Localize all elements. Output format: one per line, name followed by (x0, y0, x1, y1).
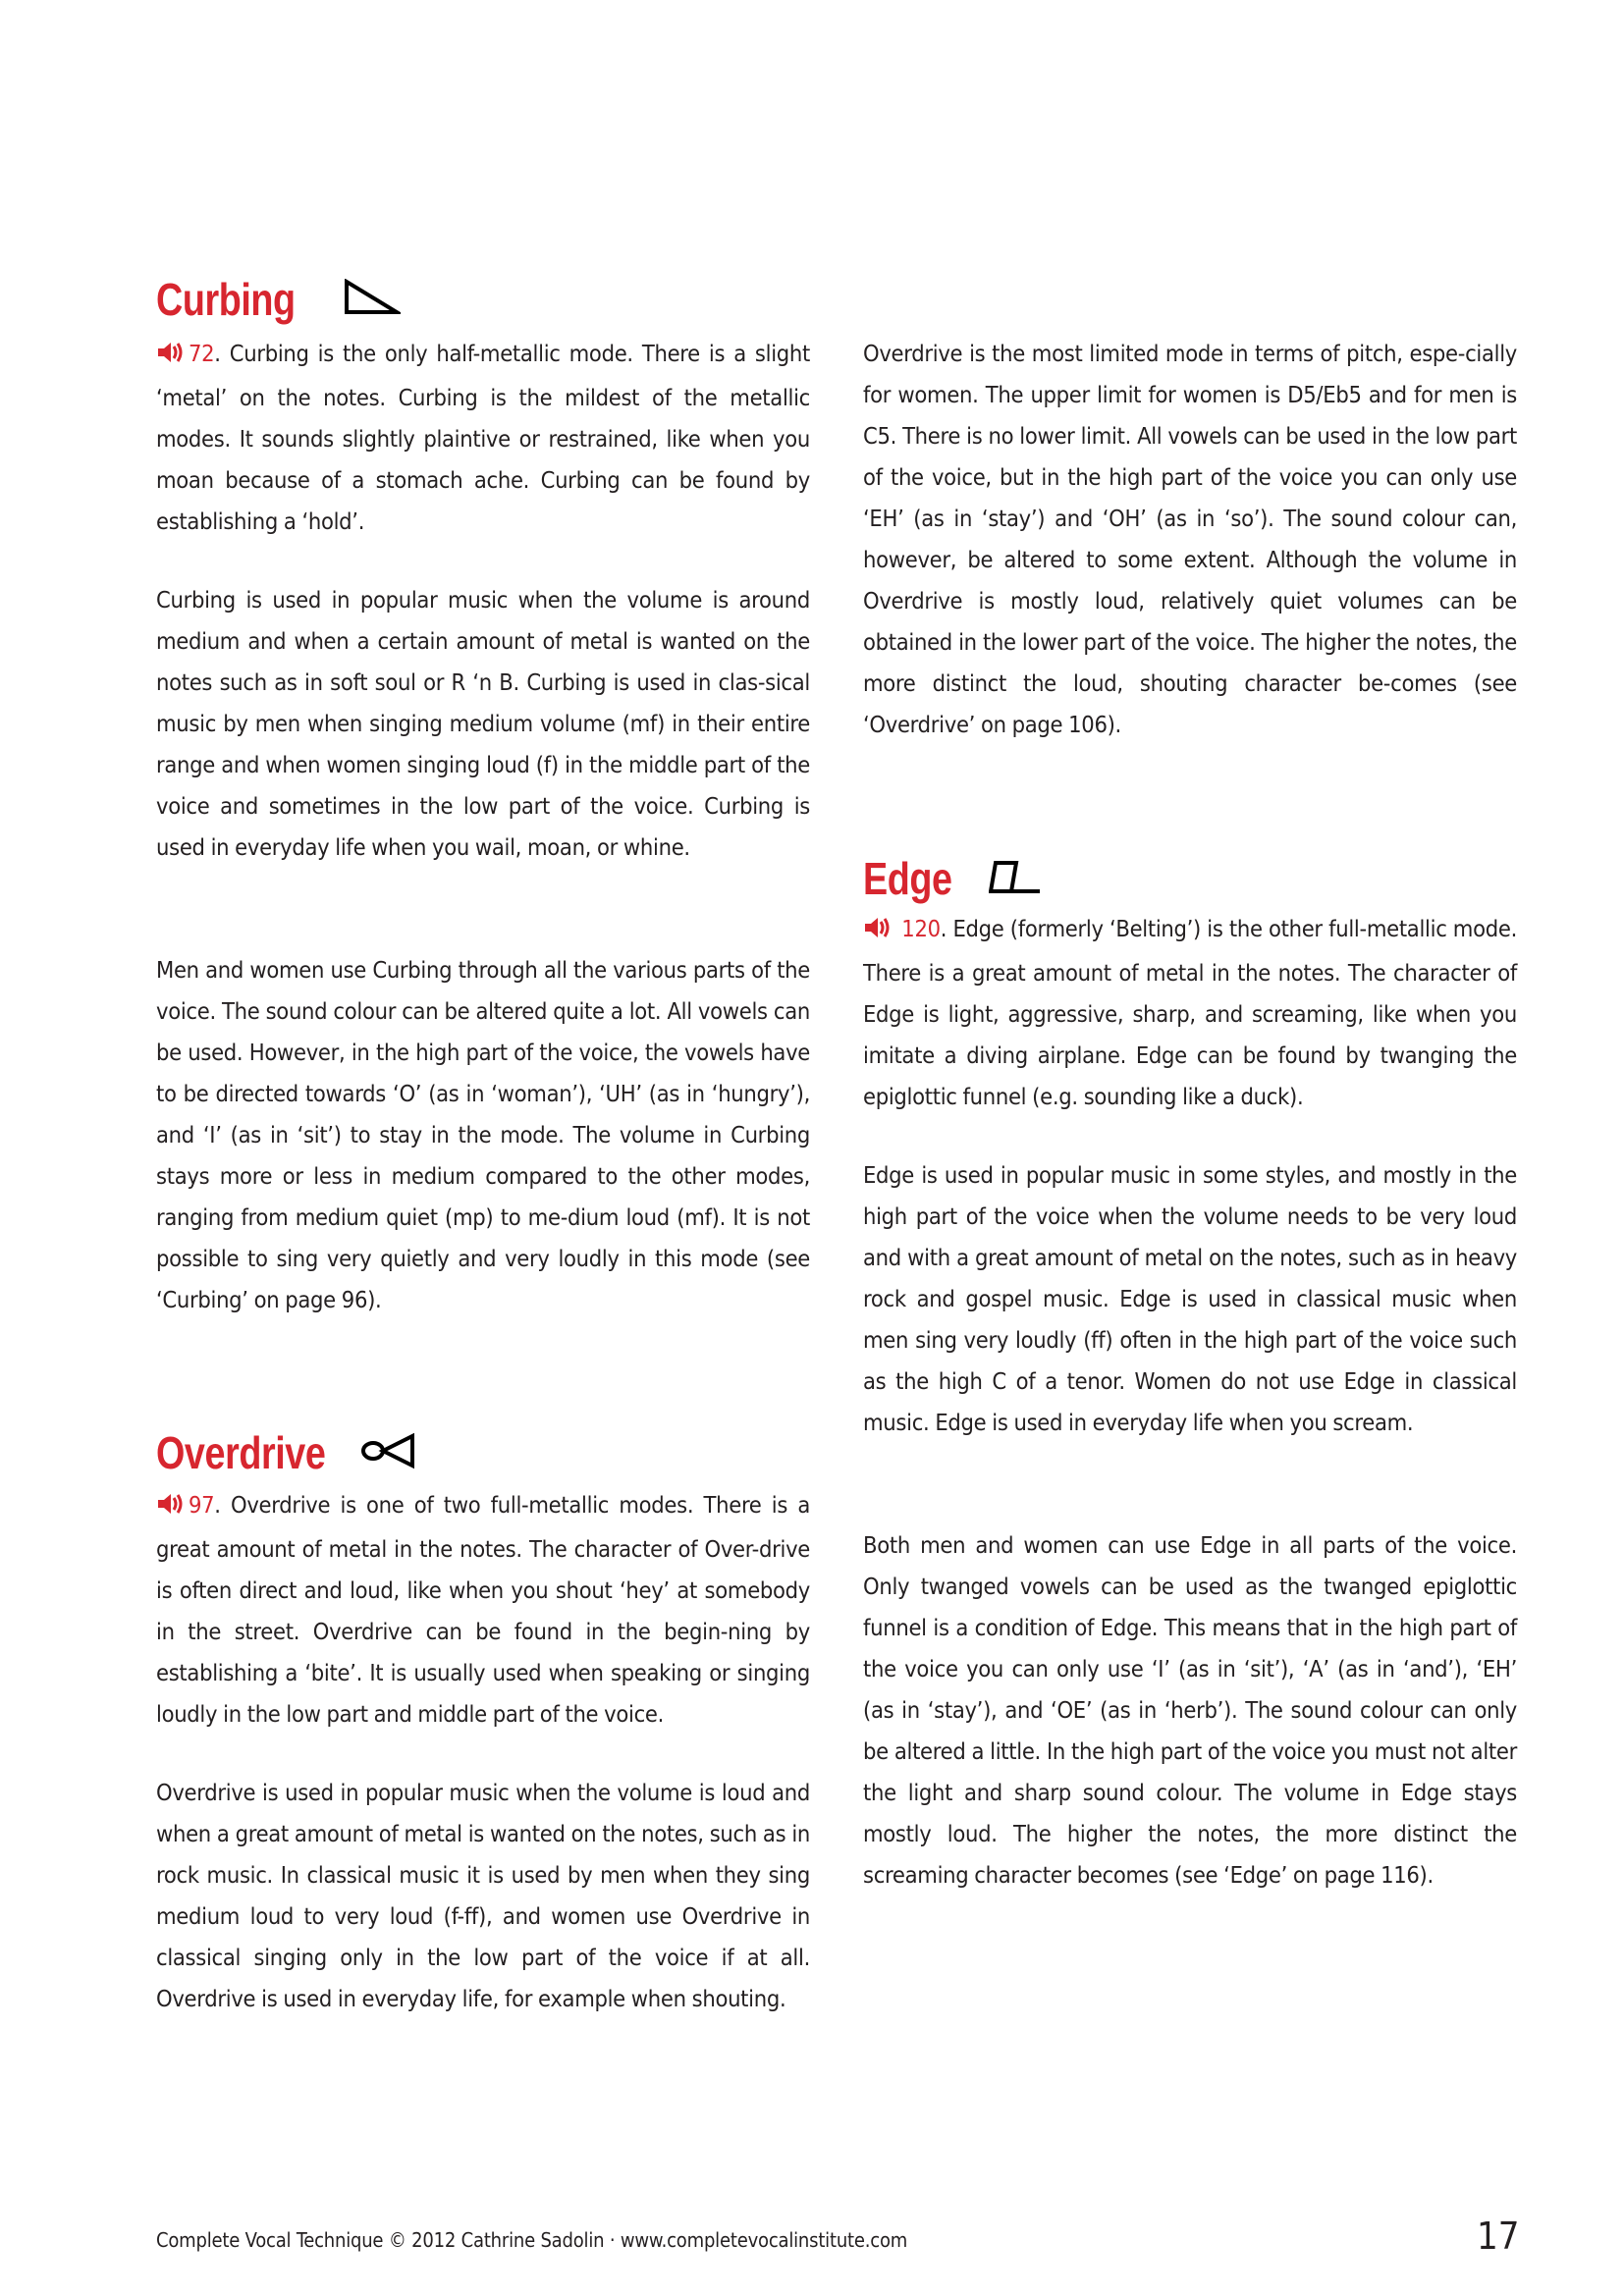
audio-track-number[interactable]: 97 (189, 1491, 215, 1519)
page-footer: Complete Vocal Technique © 2012 Cathrine Sadolin · www.completevocalinstitute.com (156, 2228, 908, 2252)
page-number: 17 (1477, 2215, 1520, 2258)
edge-paragraph-2: Edge is used in popular music in some styles, and mostly in the high part of the voice when the volume needs to be very loud and with a great amount of metal on the notes, such as in heavy rock and gospel music. Edge is used in classical music when men sing very loudly (ff) often in the high part of the voice such as the high C of a tenor. Women do not use Edge in classical music. Edge is used in everyday life when you scream. (863, 1161, 1517, 1436)
edge-paragraph-1: 120. Edge (formerly ‘Belting’) is the other full-metallic mode. There is a great amount of metal in the notes. The character of Edge is light, aggressive, sharp, and screaming, like when you imitate a diving airplane. Edge can be found by twanging the epiglottic funnel (e.g. sounding like a duck). (863, 908, 1517, 1117)
speaker-icon[interactable] (156, 1487, 186, 1528)
paragraph-text: Edge (formerly ‘Belting’) is the other full-metallic mode. There is a great amount of metal in the notes. The character of Edge is light, aggressive, sharp, and screaming, like when you imitate a diving airplane. Edge can be found by twanging the epiglottic funnel (e.g. sounding like a duck). (863, 915, 1517, 1110)
edge-paragraph-3: Both men and women can use Edge in all parts of the voice. Only twanged vowels can be used as the twanged epiglottic funnel is a condition of Edge. This means that in the high part of the voice you can only use ‘I’ (as in ‘sit’), ‘A’ (as in ‘and’), ‘EH’ (as in ‘stay’), and ‘OE’ (as in ‘herb’). The sound colour can only be altered a little. In the high part of the voice you must not alter the light and sharp sound colour. The volume in Edge stays mostly loud. The higher the notes, the more distinct the screaming character becomes (see ‘Edge’ on page 116). (863, 1531, 1517, 1889)
overdrive-heading (156, 1428, 419, 1477)
audio-track-number[interactable]: 120 (901, 915, 941, 942)
right-triangle-icon (344, 279, 401, 316)
curbing-paragraph-1: 72. Curbing is the only half-metallic mode. There is a slight ‘metal’ on the notes. Curbing is the mildest of the metallic modes. It sounds slightly plaintive or restrained, like when you moan because of a stomach ache. Curbing can be found by establishing a ‘hold’. (156, 333, 810, 542)
audio-track-number[interactable]: 72 (189, 340, 215, 367)
curbing-paragraph-2: Curbing is used in popular music when the volume is around medium and when a certain amount of metal is wanted on the notes such as in soft soul or R ‘n B. Curbing is used in clas-sical music by men when singing medium volume (mf) in their entire range and when women singing loud (f) in the middle part of the voice and sometimes in the low part of the voice. Curbing is used in everyday life when you wail, moan, or whine. (156, 586, 810, 861)
overdrive-paragraph-3: Overdrive is the most limited mode in terms of pitch, espe-cially for women. The upper limit for women is D5/Eb5 and for men is C5. There is no lower limit. All vowels can be used in the low part of the voice, but in the high part of the voice you can only use ‘EH’ (as in ‘stay’) and ‘OH’ (as in ‘so’). The sound colour can, however, be altered to some extent. Although the volume in Overdrive is mostly loud, relatively quiet volumes can be obtained in the lower part of the voice. The higher the notes, the more distinct the loud, shouting character be-comes (see ‘Overdrive’ on page 106). (863, 340, 1517, 738)
curbing-title: Curbing (156, 274, 296, 325)
speaker-icon[interactable] (863, 911, 893, 952)
paragraph-text: Overdrive is one of two full-metallic modes. There is a great amount of metal in the notes. The character of Over-drive is often direct and loud, like when you shout ‘hey’ at somebody in the street. Overdrive can be found in the begin-ning by establishing a ‘bite’. It is usually used when speaking or singing loudly in the low part and middle part of the voice. (156, 1491, 811, 1728)
parallelogram-icon (989, 860, 1042, 895)
speaker-icon[interactable] (156, 336, 186, 377)
megaphone-icon (360, 1430, 419, 1469)
paragraph-text: Curbing is the only half-metallic mode. There is a slight ‘metal’ on the notes. Curbing is the mildest of the metallic modes. It sounds slightly plaintive or restrained, like when you moan because of a stomach ache. Curbing can be found by establishing a ‘hold’. (156, 340, 810, 535)
overdrive-paragraph-1: 97. Overdrive is one of two full-metallic modes. There is a great amount of metal in the notes. The character of Over-drive is often direct and loud, like when you shout ‘hey’ at somebody in the street. Overdrive can be found in the begin-ning by establishing a ‘bite’. It is usually used when speaking or singing loudly in the low part and middle part of the voice. (156, 1484, 810, 1735)
curbing-paragraph-3: Men and women use Curbing through all the various parts of the voice. The sound colour can be altered quite a lot. All vowels can be used. However, in the high part of the voice, the vowels have to be directed towards ‘O’ (as in ‘woman’), ‘UH’ (as in ‘hungry’), and ‘I’ (as in ‘sit’) to stay in the mode. The volume in Curbing stays more or less in medium compared to the other modes, ranging from medium quiet (mp) to me-dium loud (mf). It is not possible to sing very quietly and very loudly in this mode (see ‘Curbing’ on page 96). (156, 956, 810, 1313)
curbing-heading (156, 275, 401, 324)
overdrive-title: Overdrive (156, 1427, 326, 1478)
overdrive-paragraph-2: Overdrive is used in popular music when the volume is loud and when a great amount of metal is wanted on the notes, such as in rock music. In classical music it is used by men when they sing medium loud to very loud (f-ff), and women use Overdrive in classical singing only in the low part of the voice if at all. Overdrive is used in everyday life, for example when shouting. (156, 1779, 810, 2012)
edge-title: Edge (863, 853, 952, 904)
edge-heading (863, 854, 1042, 903)
